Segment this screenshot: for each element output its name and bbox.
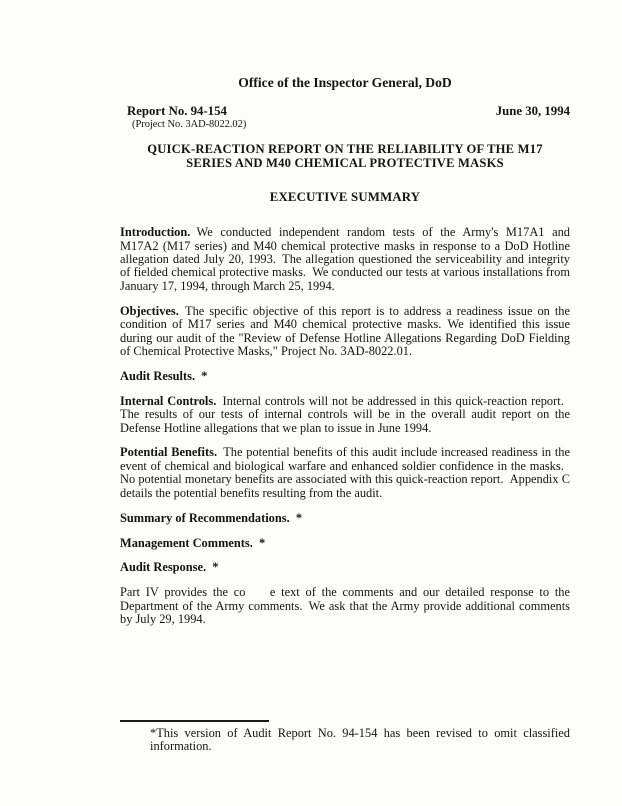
paragraph-objectives — [120, 305, 570, 359]
office-header: Office of the Inspector General, DoD — [238, 75, 452, 90]
paragraph-summary-of-recommendations — [120, 512, 570, 525]
paragraph-audit-response — [120, 561, 570, 574]
footnote — [120, 720, 570, 754]
paragraph-part-iv — [120, 586, 570, 626]
section-text: We conducted independent random tests of the Army's M17A1 and M17A2 (M17 series) and M40 chemical protective masks in response to a DoD Hotline allegation dated July 20, 1993. The allegation questioned the serviceability and integrity of fielded chemical protective masks. We conducted our tests at various installations from January 17, 1994, through March 25, 1994. — [120, 225, 570, 293]
paragraph-internal-controls — [120, 395, 570, 435]
footnote-rule — [120, 720, 269, 722]
section-text: Internal controls will not be addressed in this quick-reaction report. The results of our tests of internal controls will be in the overall audit report on the Defense Hotline allegations that we plan to issue in June 1994. — [120, 393, 570, 435]
section-note: * — [252, 535, 266, 550]
document-title-line1: QUICK-REACTION REPORT ON THE RELIABILITY OF THE M17 — [147, 142, 543, 156]
document-title — [120, 143, 570, 170]
report-date: June 30, 1994 — [495, 104, 570, 118]
section-note: * — [206, 560, 219, 575]
executive-summary-heading: EXECUTIVE SUMMARY — [269, 190, 421, 205]
section-heading: Audit Response. — [120, 560, 207, 575]
section-text: The potential benefits of this audit include increased readiness in the event of chemical and biological warfare and enhanced soldier confidence in the masks. No potential monetary benefits are associated with this quick-reaction report. Appendix C details the potential benefits resulting from the audit. — [120, 445, 571, 500]
page-content — [120, 75, 570, 627]
section-heading: Internal Controls. — [120, 393, 217, 408]
report-row — [120, 104, 570, 118]
report-number: Report No. 94-154 — [127, 104, 227, 118]
section-heading: Potential Benefits. — [120, 445, 218, 460]
document-title-line2: SERIES AND M40 CHEMICAL PROTECTIVE MASKS — [186, 155, 504, 170]
paragraph-audit-results — [120, 370, 570, 383]
paragraph-management-comments — [120, 537, 570, 550]
section-note: * — [289, 510, 303, 525]
section-heading: Introduction. — [120, 225, 191, 240]
section-text: The specific objective of this report is to address a readiness issue on the condition of M17 series and M40 chemical protective masks. We identified this issue during our audit of the "Review of Defense Hotline Allegations Regarding DoD Fielding of Chemical Protective Masks," Project No. 3AD-8022.01. — [120, 303, 570, 358]
footnote-text: *This version of Audit Report No. 94-154 has been revised to omit classified information. — [150, 726, 570, 754]
section-heading: Summary of Recommendations. — [120, 510, 290, 525]
section-heading: Objectives. — [120, 303, 179, 318]
paragraph-introduction — [120, 226, 570, 293]
section-heading: Audit Results. — [120, 368, 196, 383]
section-heading: Management Comments. — [120, 535, 253, 550]
section-note: * — [195, 368, 208, 383]
section-text: Part IV provides the co e text of the comments and our detailed response to the Department of the Army comments. We ask that the Army provide additional comments by July 29, 1994. — [120, 585, 570, 627]
paragraph-potential-benefits — [120, 446, 570, 500]
project-number: (Project No. 3AD-8022.02) — [132, 119, 247, 130]
